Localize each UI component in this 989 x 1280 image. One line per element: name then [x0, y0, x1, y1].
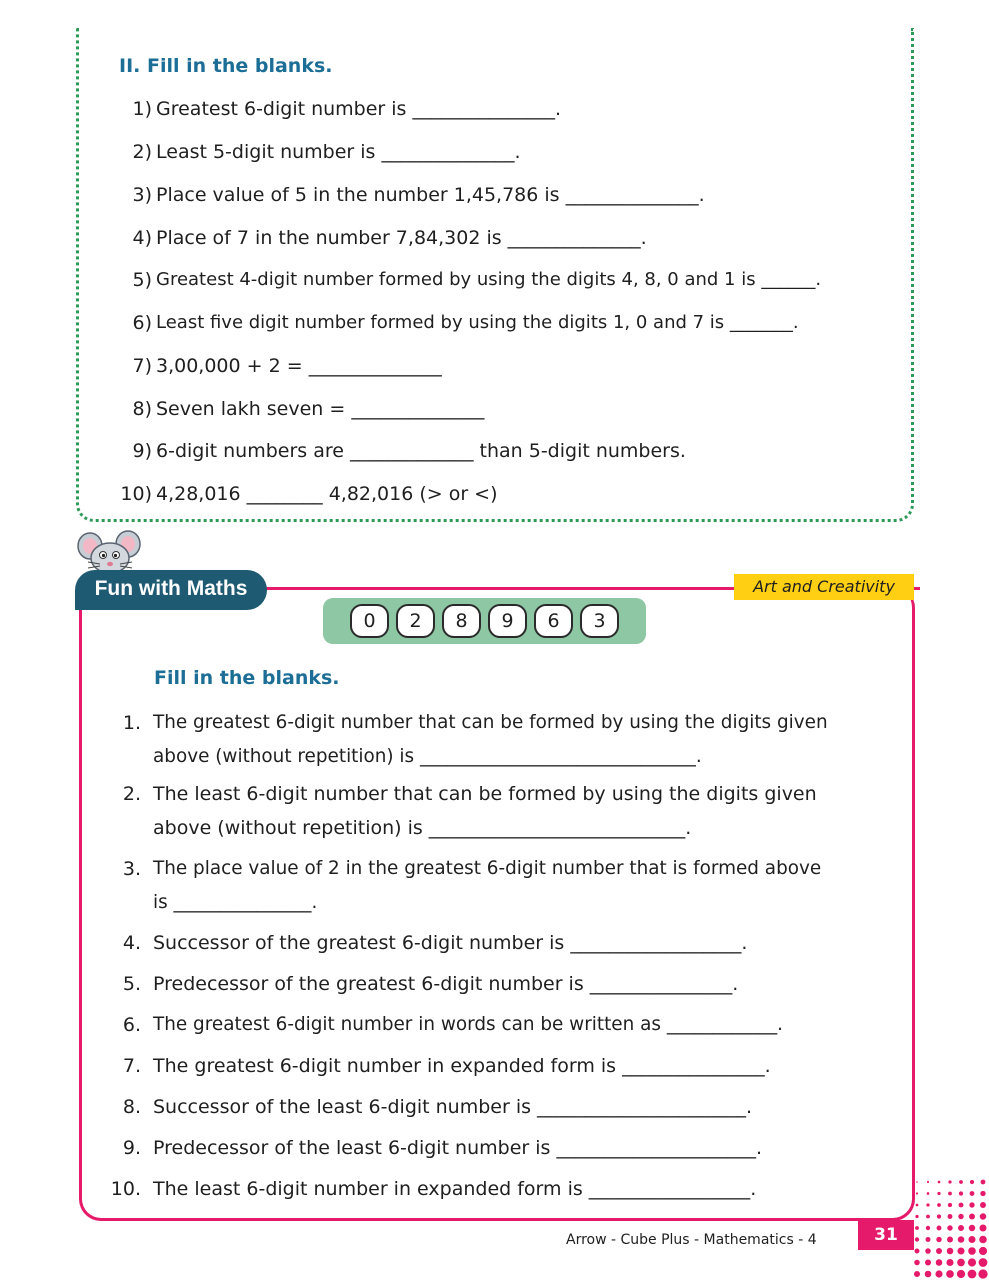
decorative-dots-icon: [912, 1176, 989, 1280]
question-text: Least 5-digit number is ______________.: [156, 141, 521, 163]
decorative-dot: [926, 1237, 931, 1242]
decorative-dot: [935, 1270, 942, 1277]
question-line: is _______________.: [153, 892, 318, 913]
decorative-dot: [946, 1270, 954, 1278]
question-number: 10): [120, 483, 152, 505]
decorative-dot: [958, 1225, 964, 1231]
decorative-dot: [925, 1259, 931, 1265]
question-number: 9.: [122, 1137, 141, 1159]
question-number: 5.: [122, 973, 141, 995]
question-line: above (without repetition) is ___________________________.: [153, 817, 692, 839]
decorative-dot: [957, 1247, 964, 1254]
question-line: The greatest 6-digit number that can be formed by using the digits given: [153, 712, 828, 733]
question-line: Successor of the least 6-digit number is ______________________.: [153, 1096, 753, 1118]
decorative-dot: [968, 1236, 975, 1243]
question-item-3: [132, 184, 705, 206]
decorative-dot: [936, 1237, 941, 1242]
fun-question-3: [122, 852, 822, 920]
question-text: Seven lakh seven = ______________: [156, 398, 485, 420]
decorative-dot: [915, 1215, 918, 1218]
decorative-dot: [980, 1202, 986, 1208]
decorative-dot: [948, 1203, 952, 1207]
decorative-dot: [936, 1248, 942, 1254]
question-item-1: [132, 98, 562, 120]
decorative-dot: [980, 1213, 986, 1219]
question-number: 6.: [122, 1014, 141, 1036]
decorative-dot: [915, 1226, 919, 1230]
decorative-dot: [970, 1180, 974, 1184]
question-number: 1): [132, 98, 152, 120]
question-item-4: [132, 227, 647, 249]
fun-question-10: [110, 1172, 757, 1206]
question-line: Predecessor of the greatest 6-digit number is _______________.: [153, 973, 739, 995]
question-text: 3,00,000 + 2 = ______________: [156, 355, 442, 377]
decorative-dot: [968, 1258, 976, 1266]
category-label: Art and Creativity: [734, 574, 914, 600]
decorative-dot: [947, 1225, 952, 1230]
decorative-dot: [926, 1215, 930, 1219]
decorative-dot: [925, 1248, 931, 1254]
decorative-dot: [948, 1180, 951, 1183]
question-number: 2): [132, 141, 152, 163]
question-item-10: [120, 483, 498, 505]
page-number-badge: 31: [858, 1220, 914, 1250]
question-text: Least five digit number formed by using the digits 1, 0 and 7 is _______.: [156, 312, 799, 333]
question-line: Predecessor of the least 6-digit number is _____________________.: [153, 1137, 763, 1159]
decorative-dot: [916, 1181, 918, 1183]
decorative-dot: [959, 1191, 963, 1195]
question-item-9: [132, 440, 686, 462]
fun-section-title: Fill in the blanks.: [154, 667, 340, 689]
question-number: 3): [132, 184, 152, 206]
decorative-dot: [979, 1236, 987, 1244]
decorative-dot: [936, 1259, 943, 1266]
decorative-dot: [937, 1192, 940, 1195]
question-number: 9): [132, 440, 152, 462]
decorative-dot: [979, 1258, 988, 1267]
question-item-7: [132, 355, 442, 377]
decorative-dot: [948, 1192, 952, 1196]
digit-cards: [323, 598, 646, 644]
decorative-dot: [926, 1203, 929, 1206]
decorative-dot: [937, 1203, 941, 1207]
question-line: The greatest 6-digit number in words can be written as ____________.: [153, 1014, 784, 1035]
decorative-dot: [948, 1214, 953, 1219]
decorative-dot: [916, 1192, 918, 1194]
question-line: The place value of 2 in the greatest 6-digit number that is formed above: [153, 858, 822, 879]
question-number: 6): [132, 312, 152, 334]
question-text: Greatest 6-digit number is _______________.: [156, 98, 562, 120]
digit-card: 3: [580, 604, 619, 638]
question-text: Place of 7 in the number 7,84,302 is ______________.: [156, 227, 647, 249]
question-line: Successor of the greatest 6-digit number is __________________.: [153, 932, 748, 954]
question-item-8: [132, 398, 485, 420]
decorative-dot: [914, 1271, 920, 1277]
decorative-dot: [915, 1249, 920, 1254]
decorative-dot: [969, 1225, 976, 1232]
question-number: 2.: [122, 783, 141, 805]
decorative-dot: [946, 1259, 953, 1266]
question-text: Greatest 4-digit number formed by using the digits 4, 8, 0 and 1 is ______.: [156, 269, 822, 290]
question-item-6: [132, 312, 799, 334]
decorative-dot: [927, 1181, 929, 1183]
question-item-5: [132, 269, 822, 291]
fun-question-1: [122, 706, 828, 774]
question-text: Place value of 5 in the number 1,45,786 is ______________.: [156, 184, 705, 206]
decorative-dot: [970, 1191, 975, 1196]
digit-card: 9: [488, 604, 527, 638]
decorative-dot: [925, 1271, 932, 1278]
decorative-dot: [958, 1214, 963, 1219]
decorative-dot: [969, 1214, 975, 1220]
question-number: 7.: [122, 1055, 141, 1077]
fun-with-maths-tab: [75, 570, 267, 610]
question-line: The least 6-digit number that can be formed by using the digits given: [153, 783, 817, 805]
exercise-title: II. Fill in the blanks.: [119, 55, 333, 77]
fun-with-maths-label: Fun with Maths: [94, 577, 248, 600]
question-line: The greatest 6-digit number in expanded form is _______________.: [153, 1055, 771, 1077]
fun-question-2: [122, 777, 817, 845]
decorative-dot: [980, 1191, 985, 1196]
decorative-dot: [957, 1259, 965, 1267]
question-item-2: [132, 141, 521, 163]
question-number: 7): [132, 355, 152, 377]
question-line: The least 6-digit number in expanded form is _________________.: [153, 1178, 757, 1200]
decorative-dot: [916, 1204, 919, 1207]
decorative-dot: [937, 1214, 941, 1218]
question-line: above (without repetition) is ______________________________.: [153, 746, 702, 767]
fun-question-7: [122, 1049, 771, 1083]
question-number: 10.: [110, 1178, 141, 1200]
decorative-dot: [959, 1203, 964, 1208]
decorative-dot: [915, 1237, 919, 1241]
question-number: 8.: [122, 1096, 141, 1118]
digit-card: 8: [442, 604, 481, 638]
question-number: 4.: [122, 932, 141, 954]
decorative-dot: [938, 1181, 941, 1184]
decorative-dot: [926, 1226, 930, 1230]
fun-question-6: [122, 1008, 784, 1042]
book-title-footer: Arrow - Cube Plus - Mathematics - 4: [566, 1232, 817, 1248]
digit-card: 2: [396, 604, 435, 638]
decorative-dot: [947, 1248, 954, 1255]
decorative-dot: [979, 1224, 986, 1231]
question-number: 8): [132, 398, 152, 420]
decorative-dot: [927, 1192, 930, 1195]
decorative-dot: [937, 1226, 942, 1231]
decorative-dot: [979, 1247, 987, 1255]
decorative-dot: [958, 1236, 965, 1243]
fun-question-9: [122, 1131, 763, 1165]
decorative-dot: [968, 1270, 977, 1279]
decorative-dot: [947, 1237, 953, 1243]
question-number: 3.: [122, 858, 141, 880]
question-number: 4): [132, 227, 152, 249]
question-text: 6-digit numbers are _____________ than 5-digit numbers.: [156, 440, 686, 462]
decorative-dot: [978, 1269, 987, 1278]
fun-question-4: [122, 926, 748, 960]
decorative-dot: [957, 1270, 965, 1278]
fun-question-5: [122, 967, 739, 1001]
decorative-dot: [981, 1180, 986, 1185]
fun-question-8: [122, 1090, 753, 1124]
question-text: 4,28,016 ________ 4,82,016 (> or <): [156, 483, 498, 505]
decorative-dot: [914, 1260, 920, 1266]
decorative-dot: [968, 1247, 976, 1255]
question-number: 1.: [122, 712, 141, 734]
decorative-dot: [959, 1180, 963, 1184]
digit-card: 0: [350, 604, 389, 638]
digit-card: 6: [534, 604, 573, 638]
question-number: 5): [132, 269, 152, 291]
decorative-dot: [969, 1202, 974, 1207]
